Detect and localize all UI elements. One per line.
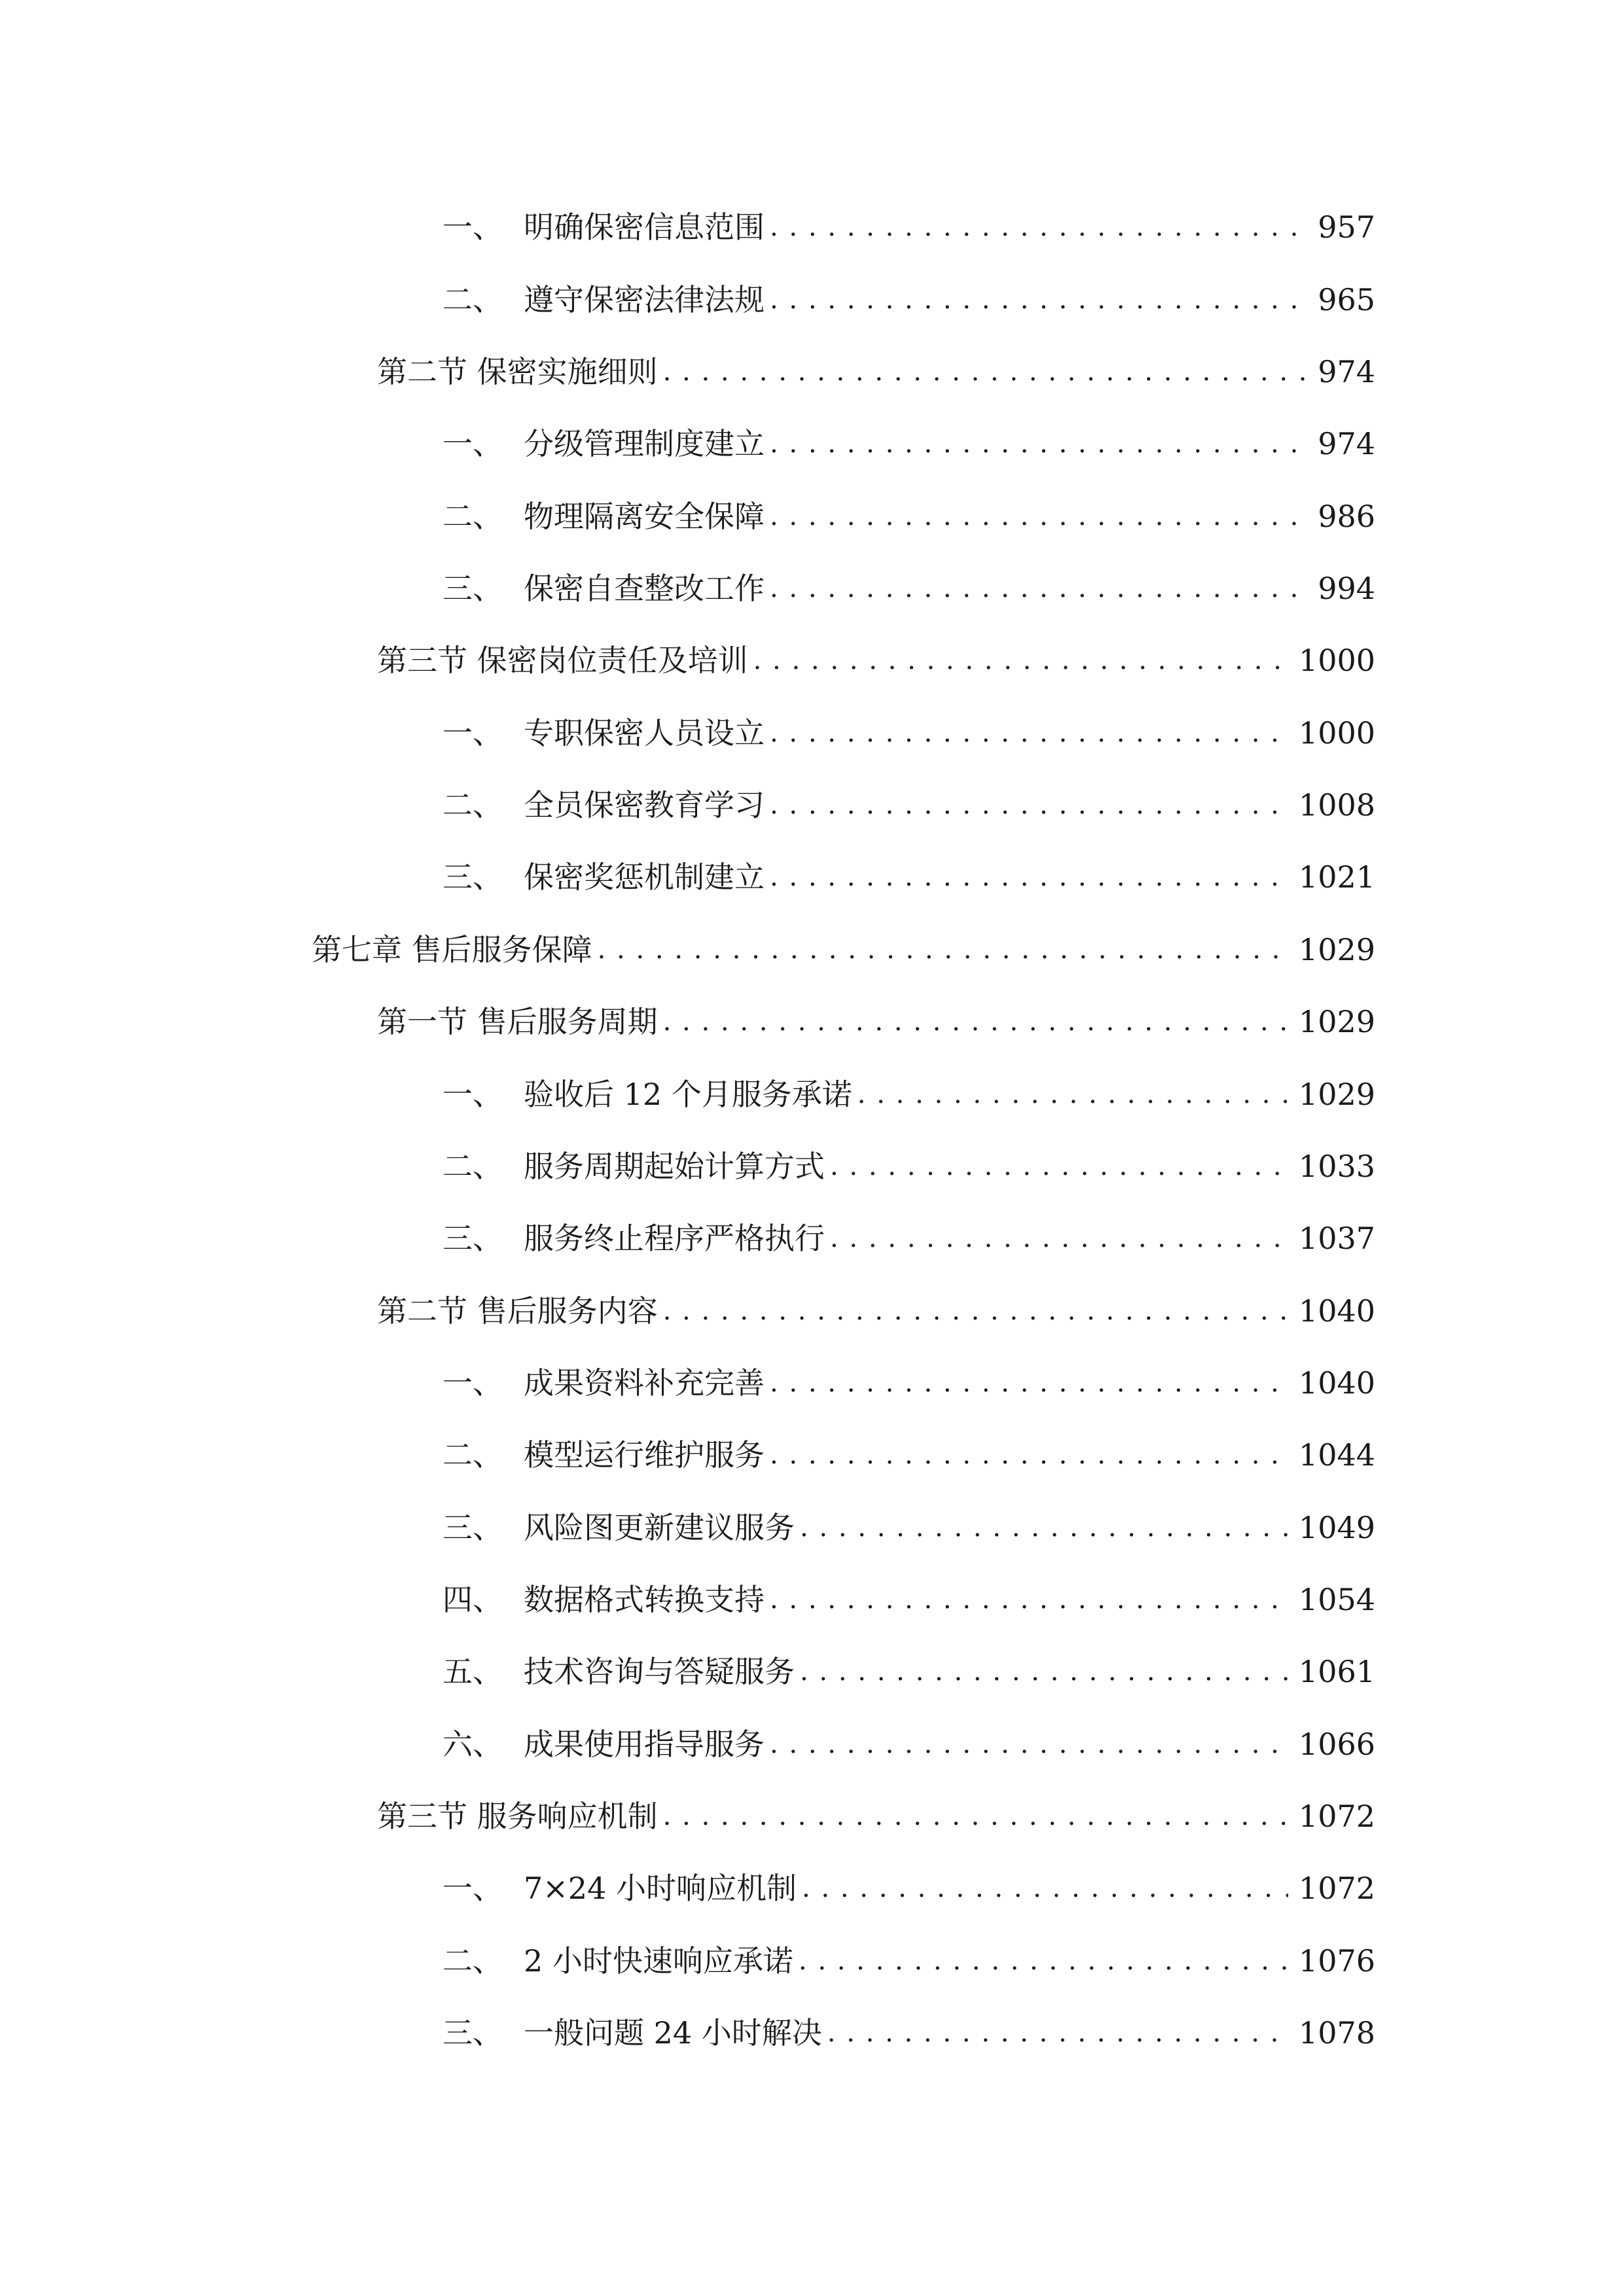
entry-title: 一般问题 24 小时解决 xyxy=(524,2015,822,2051)
entry-page-number: 1021 xyxy=(1298,859,1375,895)
entry-title: 专职保密人员设立 xyxy=(524,715,765,751)
toc-entry[interactable] xyxy=(377,637,1375,683)
toc-entry[interactable] xyxy=(442,854,1375,900)
entry-number: 一、 xyxy=(442,426,503,461)
toc-entry[interactable] xyxy=(442,1577,1375,1623)
entry-page-number: 1040 xyxy=(1298,1293,1375,1329)
toc-entry[interactable] xyxy=(442,2010,1375,2056)
dot-leader xyxy=(827,2010,1288,2056)
entry-page-number: 974 xyxy=(1318,354,1375,389)
dot-leader xyxy=(770,854,1288,900)
entry-number: 六、 xyxy=(442,1727,503,1762)
entry-page-number: 994 xyxy=(1318,571,1375,606)
dot-leader xyxy=(770,782,1288,828)
entry-number: 三、 xyxy=(442,1510,503,1545)
entry-number: 一、 xyxy=(442,715,503,751)
entry-page-number: 1049 xyxy=(1298,1510,1375,1545)
entry-number: 一、 xyxy=(442,1871,503,1906)
entry-title: 物理隔离安全保障 xyxy=(524,499,765,534)
toc-entry[interactable] xyxy=(442,277,1375,323)
toc-entry[interactable] xyxy=(442,782,1375,828)
toc-entry[interactable] xyxy=(442,1649,1375,1695)
entry-number: 二、 xyxy=(442,282,503,317)
entry-title: 明确保密信息范围 xyxy=(524,209,765,245)
entry-number: 二、 xyxy=(442,787,503,823)
entry-title: 验收后 12 个月服务承诺 xyxy=(524,1077,852,1112)
entry-title: 成果资料补充完善 xyxy=(524,1365,765,1401)
entry-page-number: 1037 xyxy=(1298,1221,1375,1256)
entry-title: 数据格式转换支持 xyxy=(524,1582,765,1617)
toc-entry[interactable] xyxy=(377,349,1375,395)
entry-number: 三、 xyxy=(442,2015,503,2051)
entry-title: 服务周期起始计算方式 xyxy=(524,1149,825,1184)
entry-title: 分级管理制度建立 xyxy=(524,426,765,461)
dot-leader xyxy=(770,1721,1288,1767)
entry-page-number: 1044 xyxy=(1298,1437,1375,1473)
entry-page-number: 957 xyxy=(1318,209,1375,245)
entry-page-number: 1072 xyxy=(1298,1871,1375,1906)
toc-entry[interactable] xyxy=(442,1938,1375,1984)
entry-number: 一、 xyxy=(442,1077,503,1112)
entry-title: 服务终止程序严格执行 xyxy=(524,1221,825,1256)
entry-number: 三、 xyxy=(442,571,503,606)
entry-number: 二、 xyxy=(442,1149,503,1184)
entry-page-number: 1061 xyxy=(1298,1654,1375,1689)
entry-number: 五、 xyxy=(442,1654,503,1689)
entry-title: 技术咨询与答疑服务 xyxy=(524,1654,795,1689)
entry-number: 二、 xyxy=(442,499,503,534)
toc-entry[interactable] xyxy=(442,204,1375,250)
dot-leader xyxy=(663,1288,1288,1334)
entry-page-number: 1066 xyxy=(1298,1727,1375,1762)
entry-title: 第一节 售后服务周期 xyxy=(377,1004,658,1039)
entry-page-number: 1040 xyxy=(1298,1365,1375,1401)
entry-page-number: 965 xyxy=(1318,282,1375,317)
dot-leader xyxy=(800,1649,1288,1695)
entry-page-number: 1000 xyxy=(1298,643,1375,678)
entry-page-number: 1000 xyxy=(1298,715,1375,751)
toc-entry[interactable] xyxy=(442,493,1375,539)
toc-entry[interactable] xyxy=(442,710,1375,756)
toc-entry[interactable] xyxy=(442,1432,1375,1478)
entry-number: 一、 xyxy=(442,1365,503,1401)
toc-entry[interactable] xyxy=(312,927,1375,973)
toc-entry[interactable] xyxy=(377,1288,1375,1334)
dot-leader xyxy=(770,1432,1288,1478)
dot-leader xyxy=(770,421,1307,467)
entry-number: 二、 xyxy=(442,1437,503,1473)
dot-leader xyxy=(802,1865,1288,1911)
entry-page-number: 1008 xyxy=(1298,787,1375,823)
entry-title: 模型运行维护服务 xyxy=(524,1437,765,1473)
entry-page-number: 986 xyxy=(1318,499,1375,534)
entry-title: 遵守保密法律法规 xyxy=(524,282,765,317)
entry-page-number: 1029 xyxy=(1298,1077,1375,1112)
entry-page-number: 1029 xyxy=(1298,1004,1375,1039)
entry-title: 成果使用指导服务 xyxy=(524,1727,765,1762)
dot-leader xyxy=(770,1360,1288,1406)
entry-title: 第三节 保密岗位责任及培训 xyxy=(377,643,748,678)
entry-page-number: 1033 xyxy=(1298,1149,1375,1184)
entry-title: 第七章 售后服务保障 xyxy=(312,932,592,967)
entry-title: 保密奖惩机制建立 xyxy=(524,859,765,895)
entry-number: 四、 xyxy=(442,1582,503,1617)
dot-leader xyxy=(770,565,1307,611)
dot-leader xyxy=(857,1071,1288,1117)
toc-entry[interactable] xyxy=(442,1143,1375,1189)
entry-title: 第三节 服务响应机制 xyxy=(377,1799,658,1834)
toc-entry[interactable] xyxy=(442,1215,1375,1261)
entry-title: 第二节 售后服务内容 xyxy=(377,1293,658,1329)
entry-page-number: 1078 xyxy=(1298,2015,1375,2051)
dot-leader xyxy=(800,1505,1288,1551)
entry-number: 一、 xyxy=(442,209,503,245)
dot-leader xyxy=(753,637,1288,683)
toc-entry[interactable] xyxy=(377,1793,1375,1839)
dot-leader xyxy=(770,1577,1288,1623)
toc-entry[interactable] xyxy=(442,1360,1375,1406)
dot-leader xyxy=(830,1215,1288,1261)
dot-leader xyxy=(799,1938,1288,1984)
entry-page-number: 1072 xyxy=(1298,1799,1375,1834)
toc-entry[interactable] xyxy=(442,565,1375,611)
entry-page-number: 1076 xyxy=(1298,1943,1375,1979)
entry-number: 三、 xyxy=(442,1221,503,1256)
entry-title: 风险图更新建议服务 xyxy=(524,1510,795,1545)
toc-entry[interactable] xyxy=(442,421,1375,467)
dot-leader xyxy=(770,204,1307,250)
entry-number: 三、 xyxy=(442,859,503,895)
dot-leader xyxy=(830,1143,1288,1189)
dot-leader xyxy=(663,1793,1288,1839)
entry-number: 二、 xyxy=(442,1943,503,1979)
dot-leader xyxy=(598,927,1288,973)
entry-title: 全员保密教育学习 xyxy=(524,787,765,823)
toc-entry[interactable] xyxy=(442,1071,1375,1117)
dot-leader xyxy=(663,999,1288,1045)
entry-page-number: 974 xyxy=(1318,426,1375,461)
dot-leader xyxy=(663,349,1308,395)
entry-title: 第二节 保密实施细则 xyxy=(377,354,658,389)
dot-leader xyxy=(770,710,1288,756)
toc-entry[interactable] xyxy=(442,1721,1375,1767)
dot-leader xyxy=(770,493,1307,539)
dot-leader xyxy=(770,277,1307,323)
entry-title: 2 小时快速响应承诺 xyxy=(524,1943,793,1979)
toc-entry[interactable] xyxy=(442,1505,1375,1551)
entry-page-number: 1029 xyxy=(1298,932,1375,967)
toc-entry[interactable] xyxy=(442,1865,1375,1911)
entry-page-number: 1054 xyxy=(1298,1582,1375,1617)
entry-title: 保密自查整改工作 xyxy=(524,571,765,606)
entry-title: 7×24 小时响应机制 xyxy=(524,1871,797,1906)
toc-entry[interactable] xyxy=(377,999,1375,1045)
